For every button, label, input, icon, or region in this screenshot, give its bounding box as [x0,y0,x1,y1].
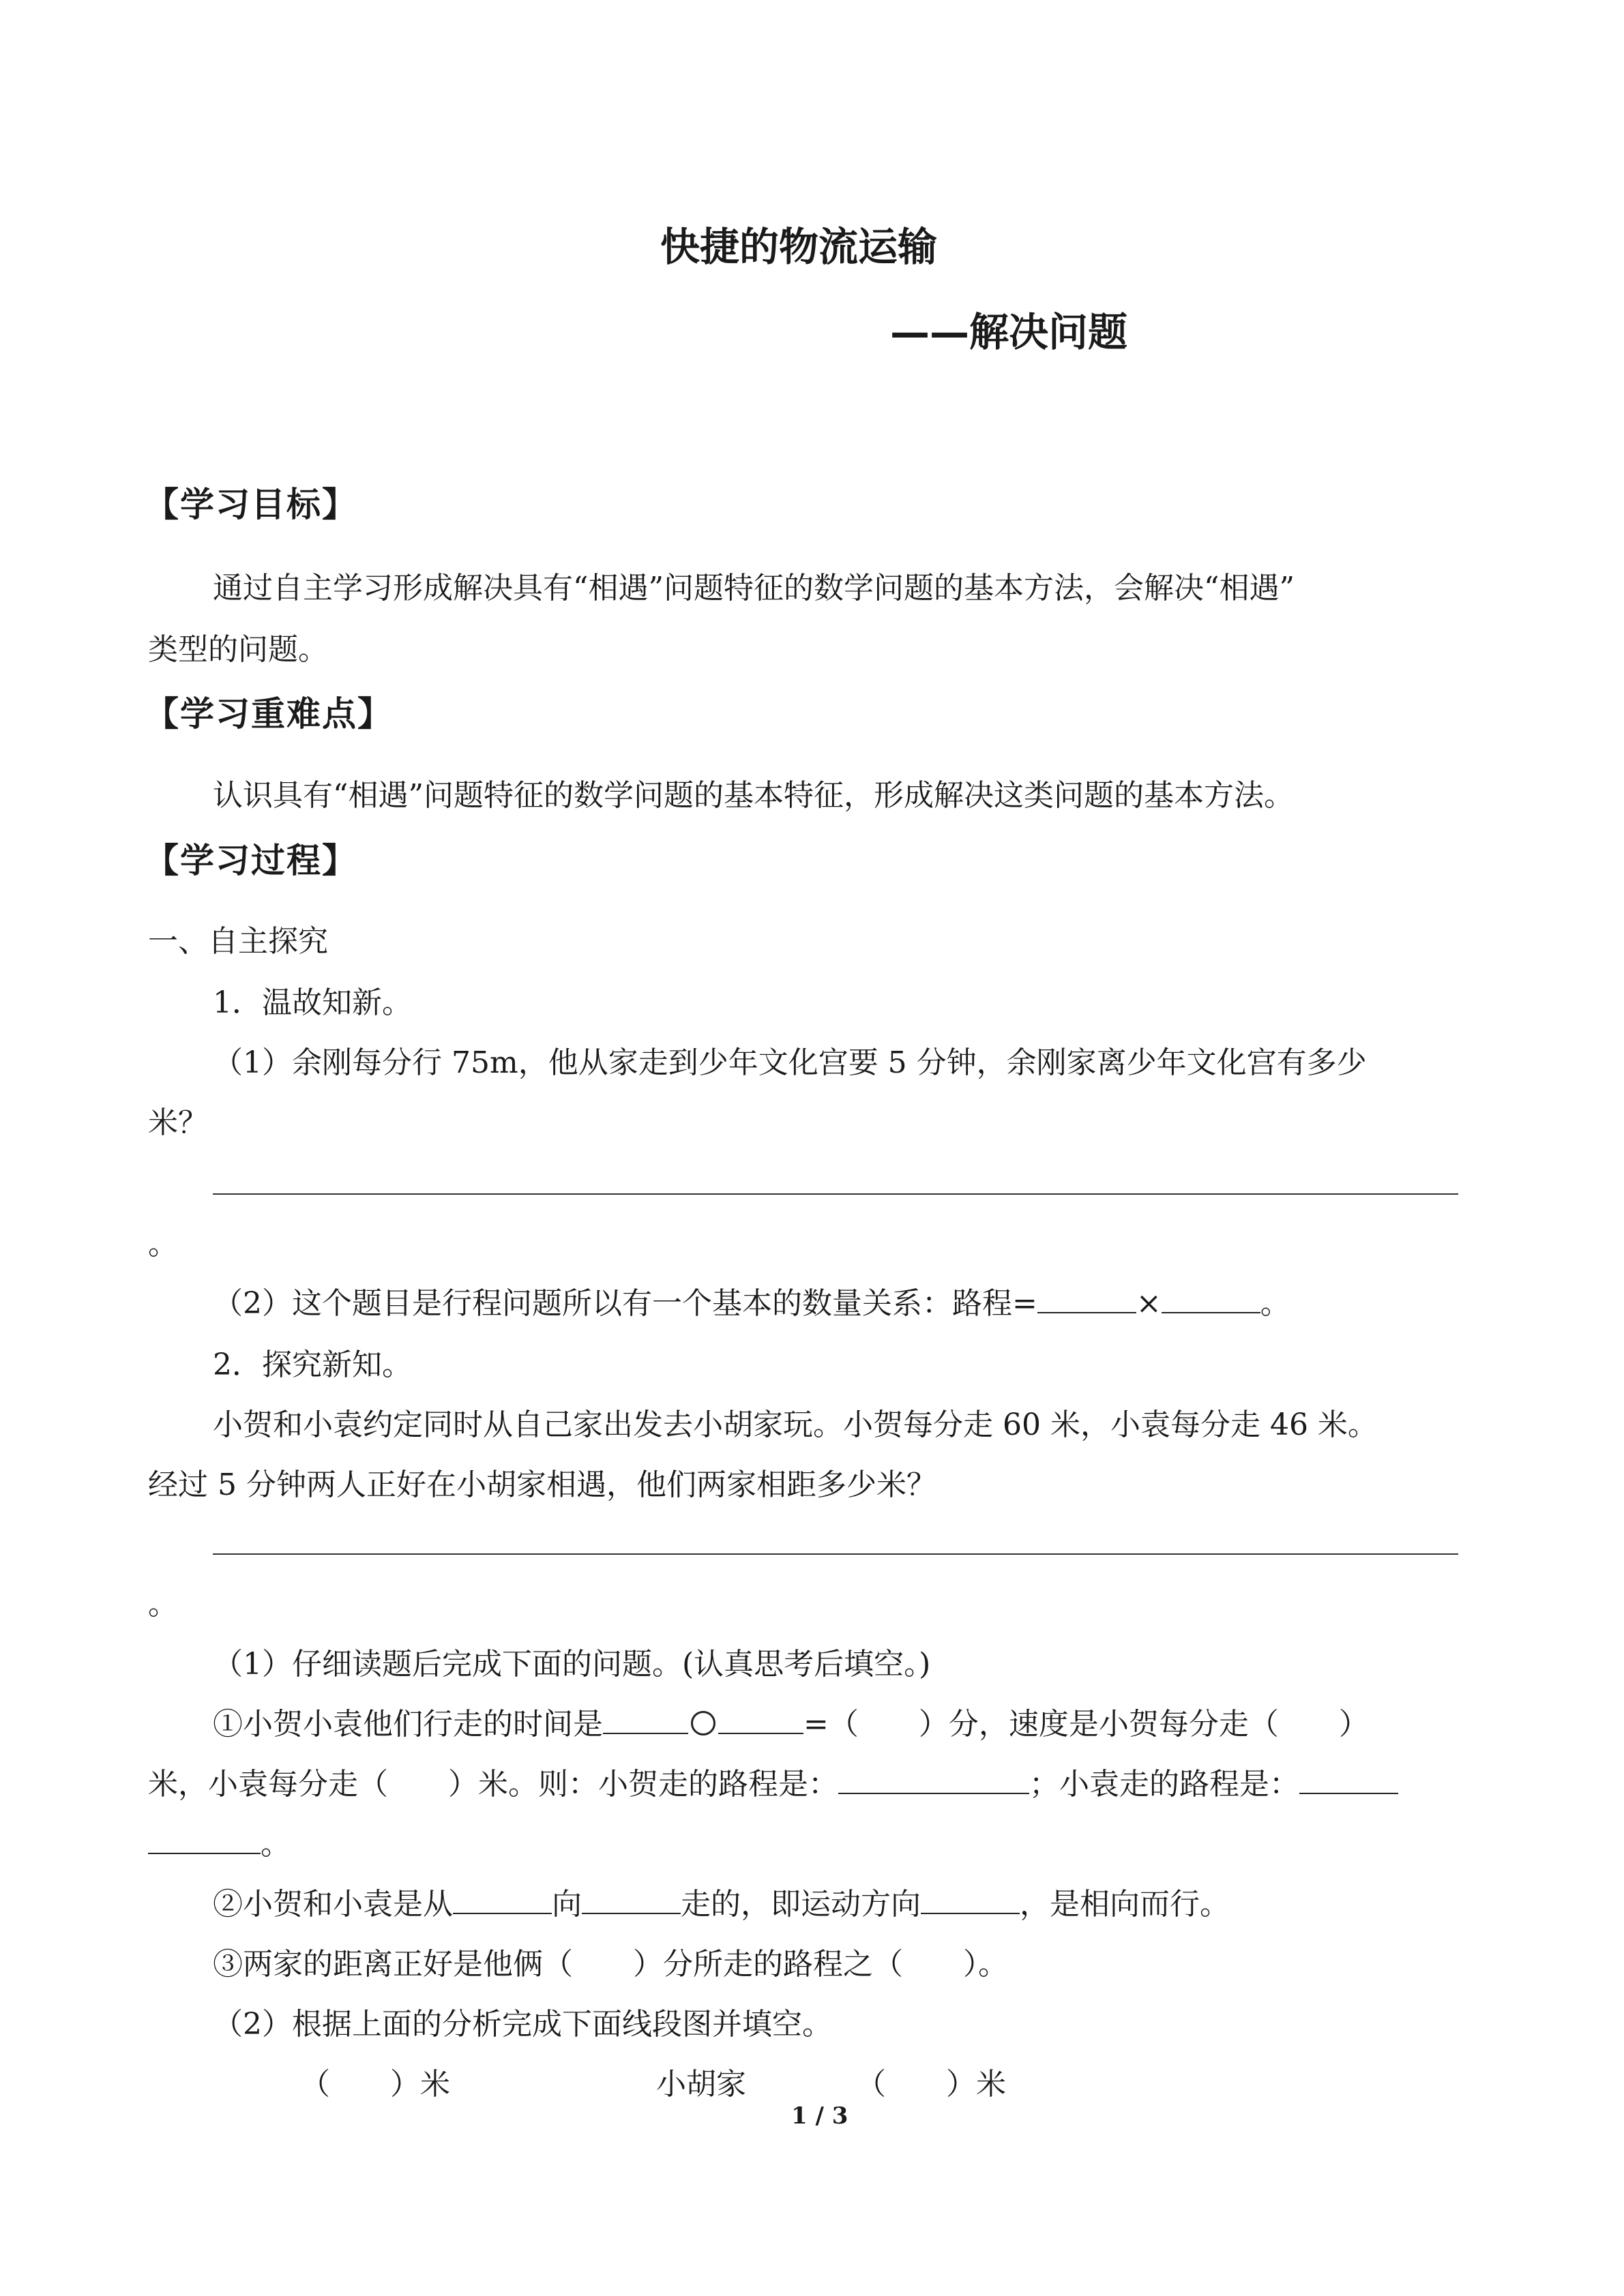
key-heading: 【学习重难点】 [145,694,393,734]
c1-text-line2b: ；小袁走的路程是： [1029,1767,1299,1802]
blank-time-2[interactable] [718,1701,803,1734]
c2-text-d: ，是相向而行。 [1020,1887,1230,1922]
blank-distance-factor1[interactable] [1037,1281,1136,1313]
subq2-heading: （2）根据上面的分析完成下面线段图并填空。 [213,2007,832,2042]
diagram-right-label: （ ）米 [856,2067,1006,2102]
c1-line2 [148,1759,1398,1803]
c2-line [213,1879,1230,1923]
goal-text-line2: 类型的问题。 [148,632,328,667]
c1-end: 。 [261,1827,291,1862]
goal-text-line1: 通过自主学习形成解决具有“相遇”问题特征的数学问题的基本方法，会解决“相遇” [213,571,1295,606]
problem2-line1: 小贺和小袁约定同时从自己家出发去小胡家玩。小贺每分走 60 米，小袁每分走 46 米。 [213,1407,1378,1442]
item1-heading: 1．温故知新。 [213,985,412,1020]
process-heading: 【学习过程】 [145,841,357,880]
blank-distance-factor2[interactable] [1162,1281,1260,1313]
c1-text-b: =（ ）分，速度是小贺每分走（ ） [803,1707,1369,1742]
answer-line-1[interactable] [213,1193,1458,1195]
blank-to[interactable] [582,1881,681,1914]
blank-direction[interactable] [921,1881,1020,1914]
blank-time-1[interactable] [603,1701,688,1734]
c1-text-a: ①小贺小袁他们行走的时间是 [213,1707,603,1742]
page-number: 1 / 3 [791,2102,848,2130]
q1-line2: 米？ [148,1105,208,1140]
blank-from[interactable] [453,1881,552,1914]
c2-text-c: 走的，即运动方向 [681,1887,921,1922]
c2-text-a: ②小贺和小袁是从 [213,1887,453,1922]
item2-heading: 2．探究新知。 [213,1347,412,1382]
diagram-left-label: （ ）米 [300,2067,450,2102]
q2-end: 。 [1260,1286,1290,1321]
answer-period-1: 。 [148,1227,178,1262]
subq1-heading: （1）仔细读题后完成下面的问题。(认真思考后填空。) [213,1647,931,1682]
q2-text: （2）这个题目是行程问题所以有一个基本的数量关系：路程= [213,1286,1037,1321]
blank-he-distance[interactable] [838,1761,1029,1794]
blank-yuan-distance[interactable] [1299,1761,1398,1794]
c2-text-b: 向 [552,1887,582,1922]
times-sign: × [1136,1286,1162,1321]
q1-line1: （1）余刚每分行 75m，他从家走到少年文化宫要 5 分钟，余刚家离少年文化宫有多少 [213,1045,1367,1080]
blank-yuan-distance-cont[interactable] [148,1821,261,1854]
c1-text-line2a: 米，小袁每分走（ ）米。则：小贺走的路程是： [148,1767,838,1802]
key-text: 认识具有“相遇”问题特征的数学问题的基本特征，形成解决这类问题的基本方法。 [213,778,1294,813]
answer-period-2: 。 [148,1587,178,1622]
c3-line: ③两家的距离正好是他俩（ ）分所走的路程之（ ）。 [213,1947,1008,1982]
part1-heading: 一、自主探究 [148,924,328,959]
c1-line3 [148,1819,291,1863]
c1-line1 [213,1699,1369,1743]
q2-formula [213,1279,1290,1322]
answer-line-2[interactable] [213,1553,1458,1555]
problem2-line2: 经过 5 分钟两人正好在小胡家相遇，他们两家相距多少米？ [148,1467,936,1502]
diagram-mid-label: 小胡家 [656,2067,746,2102]
page-title: 快捷的物流运输 [660,224,938,270]
page-subtitle: ——解决问题 [890,309,1128,355]
goal-heading: 【学习目标】 [145,485,357,524]
operator-circle-icon[interactable] [691,1711,715,1735]
